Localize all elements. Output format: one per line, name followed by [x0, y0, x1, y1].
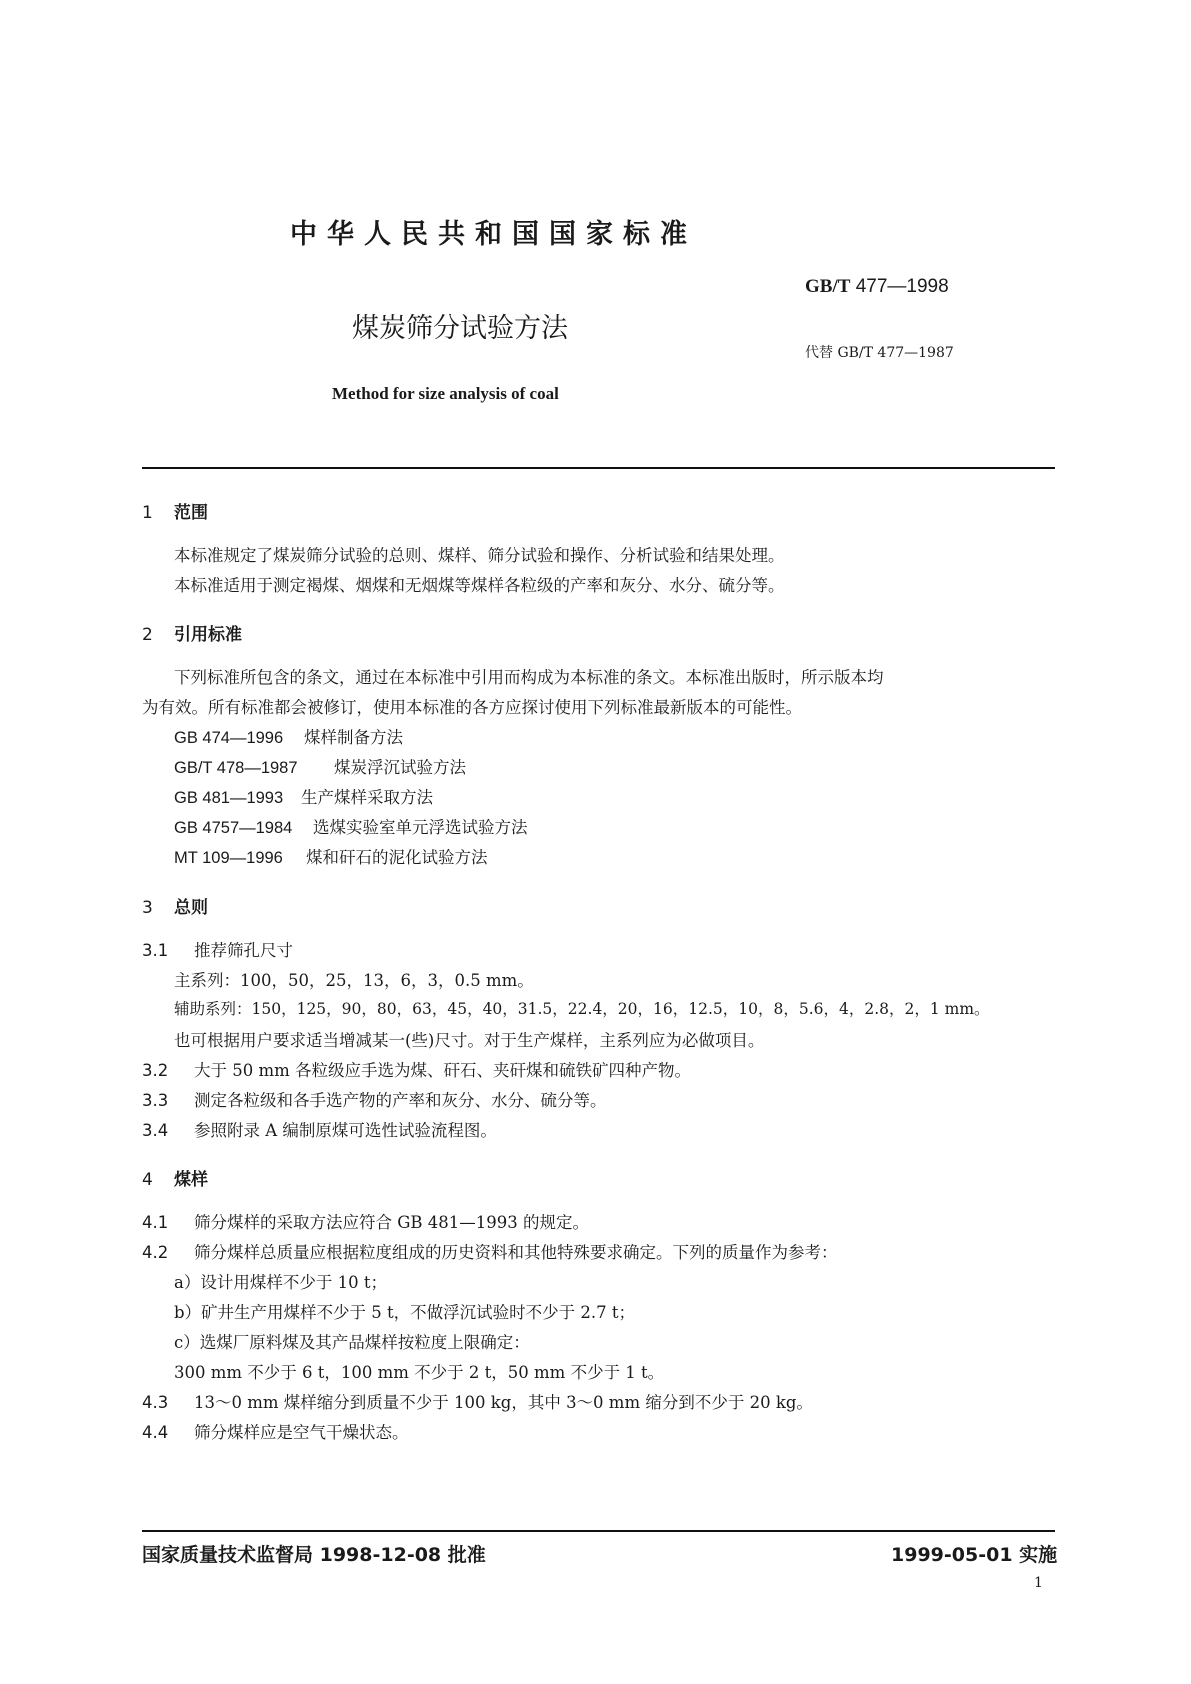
section-title: 总则 — [174, 898, 208, 918]
section-1-heading — [142, 498, 208, 523]
reference-item — [174, 844, 488, 868]
reference-title: 选煤实验室单元浮选试验方法 — [313, 818, 528, 837]
section-title: 煤样 — [174, 1170, 208, 1190]
paragraph: 主系列：100，50，25，13，6，3，0.5 mm。 — [174, 971, 534, 990]
paragraph: 也可根据用户要求适当增减某一(些)尺寸。对于生产煤样，主系列应为必做项目。 — [174, 1031, 765, 1050]
section-title: 范围 — [174, 503, 208, 523]
clause-number: 3.4 — [142, 1121, 169, 1140]
reference-code: GB 474—1996 — [174, 729, 284, 747]
section-number: 2 — [142, 625, 153, 645]
clause-3-1 — [142, 937, 293, 961]
clause-text: 参照附录 A 编制原煤可选性试验流程图。 — [194, 1121, 497, 1140]
clause-text: 筛分煤样总质量应根据粒度组成的历史资料和其他特殊要求确定。下列的质量作为参考： — [194, 1243, 838, 1262]
reference-title: 煤样制备方法 — [304, 728, 403, 747]
section-title: 引用标准 — [174, 625, 242, 645]
clause-number: 3.3 — [142, 1091, 169, 1110]
clause-3-2 — [142, 1057, 691, 1081]
reference-title: 煤炭浮沉试验方法 — [334, 758, 466, 777]
clause-number: 4.3 — [142, 1393, 169, 1412]
header-divider — [142, 467, 1055, 469]
clause-text: 大于 50 mm 各粒级应手选为煤、矸石、夹矸煤和硫铁矿四种产物。 — [194, 1061, 692, 1080]
clause-text: 筛分煤样的采取方法应符合 GB 481—1993 的规定。 — [194, 1213, 590, 1232]
paragraph: 为有效。所有标准都会被修订，使用本标准的各方应探讨使用下列标准最新版本的可能性。 — [142, 698, 802, 717]
paragraph: 本标准适用于测定褐煤、烟煤和无烟煤等煤样各粒级的产率和灰分、水分、硫分等。 — [174, 576, 785, 595]
standard-code — [805, 276, 949, 298]
document-title-cn: 煤炭筛分试验方法 — [352, 313, 568, 344]
section-number: 1 — [142, 503, 153, 523]
reference-item — [174, 724, 403, 748]
list-item: b）矿井生产用煤样不少于 5 t，不做浮沉试验时不少于 2.7 t； — [174, 1303, 636, 1322]
paragraph: 下列标准所包含的条文，通过在本标准中引用而构成为本标准的条文。本标准出版时，所示版本均 — [174, 668, 884, 687]
implementation-date: 1999-05-01 实施 — [891, 1544, 1058, 1566]
clause-text: 筛分煤样应是空气干燥状态。 — [194, 1423, 409, 1442]
paragraph: 辅助系列：150，125，90，80，63，45，40，31.5，22.4，20，16，12.5，10，8，5.6，4，2.8，2，1 mm。 — [174, 1000, 990, 1018]
clause-number: 3.1 — [142, 941, 169, 960]
footer-divider — [142, 1530, 1055, 1532]
reference-title: 生产煤样采取方法 — [301, 788, 433, 807]
replaces-standard: 代替 GB/T 477—1987 — [805, 345, 954, 361]
section-number: 4 — [142, 1170, 153, 1190]
clause-number: 4.1 — [142, 1213, 169, 1232]
reference-code: GB 4757—1984 — [174, 819, 293, 837]
clause-number: 4.2 — [142, 1243, 169, 1262]
reference-title: 煤和矸石的泥化试验方法 — [306, 848, 488, 867]
reference-code: GB/T 478—1987 — [174, 759, 298, 777]
reference-item — [174, 754, 466, 778]
approval-line: 国家质量技术监督局 1998-12-08 批准 — [142, 1544, 486, 1566]
reference-item — [174, 784, 433, 808]
list-item: c）选煤厂原料煤及其产品煤样按粒度上限确定： — [174, 1333, 530, 1352]
national-standard-heading: 中华人民共和国国家标准 — [290, 219, 697, 250]
section-4-heading — [142, 1165, 208, 1190]
clause-4-3 — [142, 1389, 813, 1413]
clause-text: 13～0 mm 煤样缩分到质量不少于 100 kg，其中 3～0 mm 缩分到不少于 20 kg。 — [194, 1393, 813, 1412]
clause-4-4 — [142, 1419, 409, 1443]
reference-code: MT 109—1996 — [174, 849, 283, 867]
clause-number: 4.4 — [142, 1423, 169, 1442]
section-3-heading — [142, 893, 208, 918]
paragraph: 300 mm 不少于 6 t，100 mm 不少于 2 t，50 mm 不少于 1 t。 — [174, 1363, 665, 1382]
reference-code: GB 481—1993 — [174, 789, 284, 807]
clause-4-2 — [142, 1239, 838, 1263]
document-title-en: Method for size analysis of coal — [332, 384, 559, 403]
paragraph: 本标准规定了煤炭筛分试验的总则、煤样、筛分试验和操作、分析试验和结果处理。 — [174, 546, 785, 565]
section-number: 3 — [142, 898, 153, 918]
page-number: 1 — [1034, 1575, 1043, 1591]
clause-3-3 — [142, 1087, 607, 1111]
clause-text: 推荐筛孔尺寸 — [194, 941, 293, 960]
standard-prefix: GB/T — [805, 276, 851, 297]
section-2-heading — [142, 620, 242, 645]
reference-item — [174, 814, 528, 838]
clause-3-4 — [142, 1117, 497, 1141]
clause-number: 3.2 — [142, 1061, 169, 1080]
clause-text: 测定各粒级和各手选产物的产率和灰分、水分、硫分等。 — [194, 1091, 607, 1110]
clause-4-1 — [142, 1209, 589, 1233]
standard-number: 477—1998 — [855, 276, 949, 297]
list-item: a）设计用煤样不少于 10 t； — [174, 1273, 387, 1292]
